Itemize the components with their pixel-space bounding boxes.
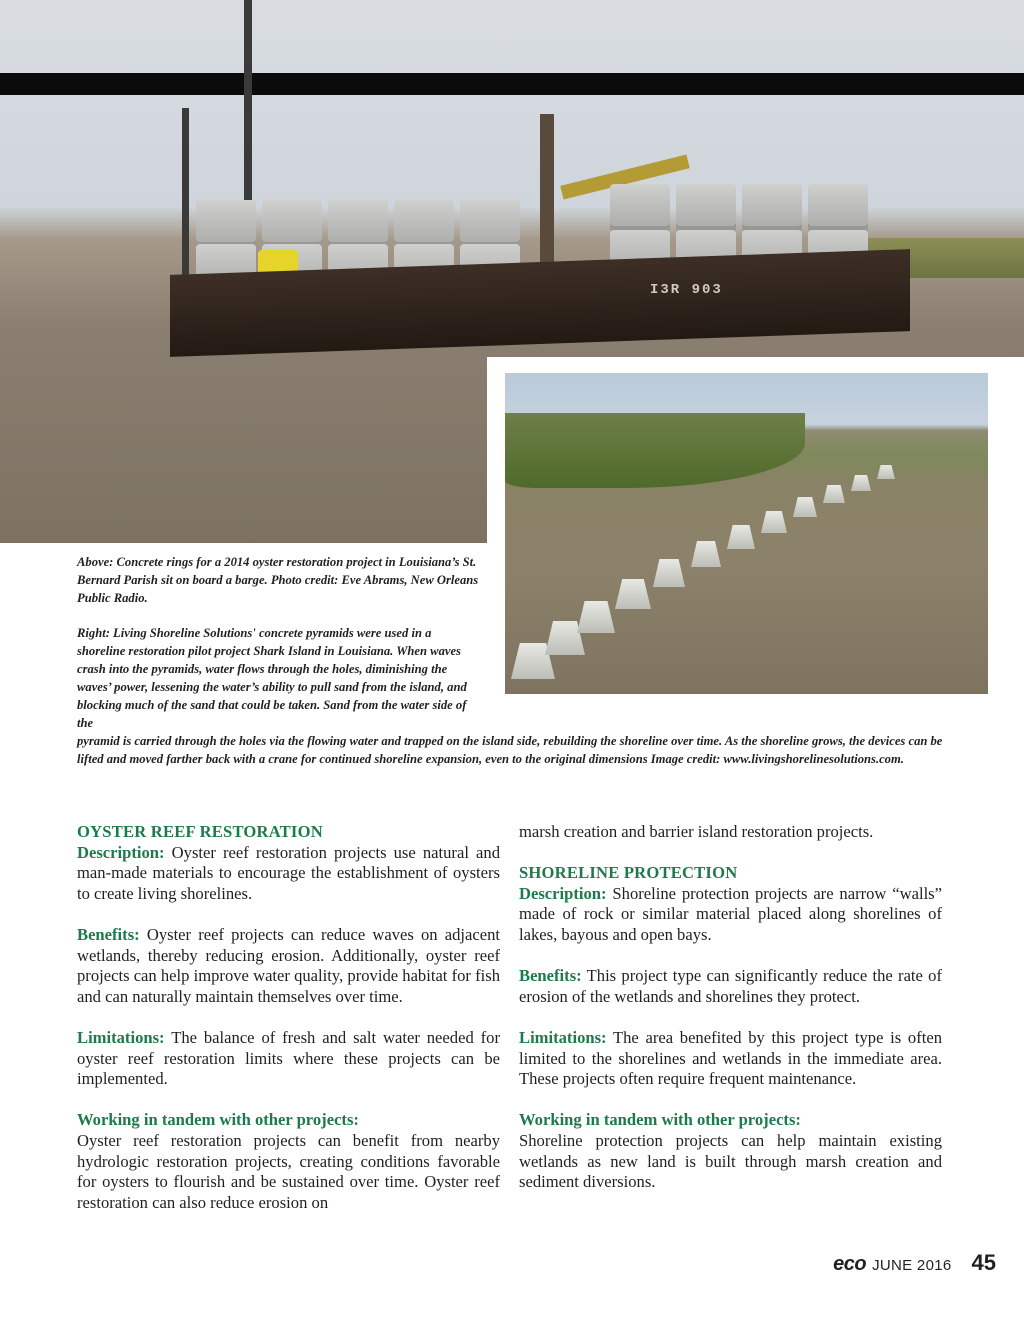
right-column <box>519 822 942 1193</box>
magazine-logo: eco <box>833 1253 867 1275</box>
limitations-text: The area benefited by this project type is often limited to the shorelines and wetlands in the immediate area. These projects often require frequent maintenance. <box>519 1027 942 1089</box>
benefits-text: Oyster reef projects can reduce waves on adjacent wetlands, thereby reducing erosion. Additionally, oyster reef projects can help improve water quality, provide habitat for fish and can naturally maintain themselves over time. <box>77 924 500 1006</box>
spud-pole <box>182 108 189 278</box>
issue-date: JUNE 2016 <box>872 1257 952 1274</box>
oyster-tandem-continued: marsh creation and barrier island restoration projects. <box>519 822 874 841</box>
caption-right: Right: Living Shoreline Solutions' concrete pyramids were used in a shoreline restoration pilot project Shark Island in Louisiana. When waves crash into the pyramids, water flows through the holes, diminishing the waves’ power, lessening the water’s ability to pull sand from the island, and blocking much of the sand that could be taken. Sand from the water side of the <box>77 626 467 730</box>
benefits-label: Benefits: <box>77 924 140 944</box>
shoreline-description <box>519 884 942 946</box>
oyster-tandem-text: Oyster reef restoration projects can benefit from nearby hydrologic restoration projects, creating conditions favorable for oysters to flourish and be sustained over time. Oyster reef restoration can also reduce erosion on <box>77 1130 500 1212</box>
oyster-benefits <box>77 925 500 1007</box>
caption-right-continued: pyramid is carried through the holes via the flowing water and trapped on the island side, rebuilding the shoreline over time. As the shoreline grows, the devices can be lifted and moved farther back with a crane for continued shoreline expansion, even to the original dimensions Image credit: www.livingshorelinesolutions.com. <box>77 734 943 766</box>
header-band <box>0 73 1024 95</box>
page-number: 45 <box>971 1250 996 1275</box>
oyster-description <box>77 843 500 905</box>
page-footer <box>833 1250 996 1276</box>
oyster-tandem-label: Working in tandem with other projects: <box>77 1110 359 1130</box>
description-label: Description: <box>77 842 165 862</box>
benefits-text: This project type can significantly reduce the rate of erosion of the wetlands and shorelines they protect. <box>519 966 942 1006</box>
shoreline-section-title: SHORELINE PROTECTION <box>519 863 738 883</box>
photo-caption <box>77 553 947 768</box>
oyster-limitations <box>77 1028 500 1090</box>
marsh-island <box>505 413 805 488</box>
left-column <box>77 822 500 1213</box>
benefits-label: Benefits: <box>519 966 582 986</box>
exhaust-stack <box>540 114 554 264</box>
description-text: Oyster reef restoration projects use natural and man-made materials to encourage the establishment of oysters to create living shorelines. <box>77 842 500 903</box>
limitations-label: Limitations: <box>77 1027 165 1047</box>
hull-marking: I3R 903 <box>650 282 723 298</box>
shoreline-benefits <box>519 966 942 1007</box>
shoreline-limitations <box>519 1028 942 1090</box>
description-label: Description: <box>519 883 607 903</box>
oyster-section-title: OYSTER REEF RESTORATION <box>77 822 323 841</box>
limitations-text: The balance of fresh and salt water needed for oyster reef restoration limits where these projects can be implemented. <box>77 1027 500 1089</box>
caption-above: Above: Concrete rings for a 2014 oyster restoration project in Louisiana’s St. Bernard Parish sit on board a barge. Photo credit: Eve Abrams, New Orleans Public Radio. <box>77 555 479 605</box>
concrete-ring-stack <box>610 184 868 232</box>
shoreline-tandem-label: Working in tandem with other projects: <box>519 1110 801 1130</box>
description-text: Shoreline protection projects are narrow “walls” made of rock or similar material placed along shorelines of lakes, bayous and open bays. <box>519 883 942 944</box>
shoreline-tandem-text: Shoreline protection projects can help maintain existing wetlands as new land is built through marsh creation and sediment diversions. <box>519 1130 942 1192</box>
concrete-ring-stack <box>196 200 520 248</box>
limitations-label: Limitations: <box>519 1027 607 1047</box>
